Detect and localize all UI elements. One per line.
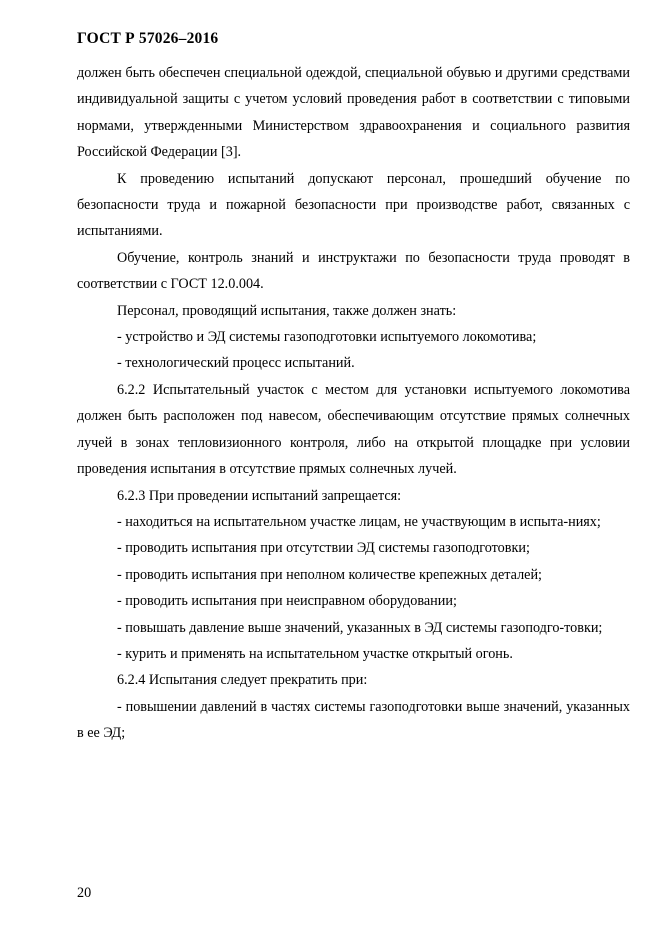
list-item: - технологический процесс испытаний. <box>117 355 355 372</box>
list-item: - проводить испытания при неисправном оборудовании; <box>117 593 457 610</box>
paragraph: 6.2.2 Испытательный участок с местом для установки испытуемого локомотива должен быть расположен под навесом, обеспечивающим отсутствие прямых солнечных лучей в зонах тепловизионного контроля, либо на открытой площадке при условии проведения испытания в отсутствие прямых солнечных лучей. <box>77 381 630 478</box>
paragraph: К проведению испытаний допускают персонал, прошедший обучение по безопасности труда и пожарной безопасности при производстве работ, связанных с испытаниями. <box>77 170 630 240</box>
paragraph: Персонал, проводящий испытания, также должен знать: <box>117 302 457 319</box>
document-body <box>77 60 630 747</box>
list-item: - повышении давлений в частях системы газоподготовки выше значений, указанных в ее ЭД; <box>77 698 630 742</box>
page-number: 20 <box>77 885 92 901</box>
paragraph: 6.2.3 При проведении испытаний запрещается: <box>117 487 402 504</box>
paragraph: 6.2.4 Испытания следует прекратить при: <box>117 672 368 689</box>
list-item: - проводить испытания при неполном количестве крепежных деталей; <box>117 566 543 583</box>
list-item: - повышать давление выше значений, указанных в ЭД системы газоподго-товки; <box>117 619 603 636</box>
document-header: ГОСТ Р 57026–2016 <box>77 30 219 47</box>
list-item: - находиться на испытательном участке лицам, не участвующим в испыта-ниях; <box>117 513 601 530</box>
paragraph: Обучение, контроль знаний и инструктажи по безопасности труда проводят в соответствии с ГОСТ 12.0.004. <box>77 249 630 293</box>
list-item: - курить и применять на испытательном участке открытый огонь. <box>117 645 513 662</box>
list-item: - устройство и ЭД системы газоподготовки испытуемого локомотива; <box>117 329 537 346</box>
list-item: - проводить испытания при отсутствии ЭД системы газоподготовки; <box>117 540 530 557</box>
paragraph: должен быть обеспечен специальной одеждой, специальной обувью и другими средствами индивидуальной защиты с учетом условий проведения работ в соответствии с типовыми нормами, утвержденными Министерством здравоохранения и социального развития Российской Федерации [3]. <box>77 65 630 161</box>
